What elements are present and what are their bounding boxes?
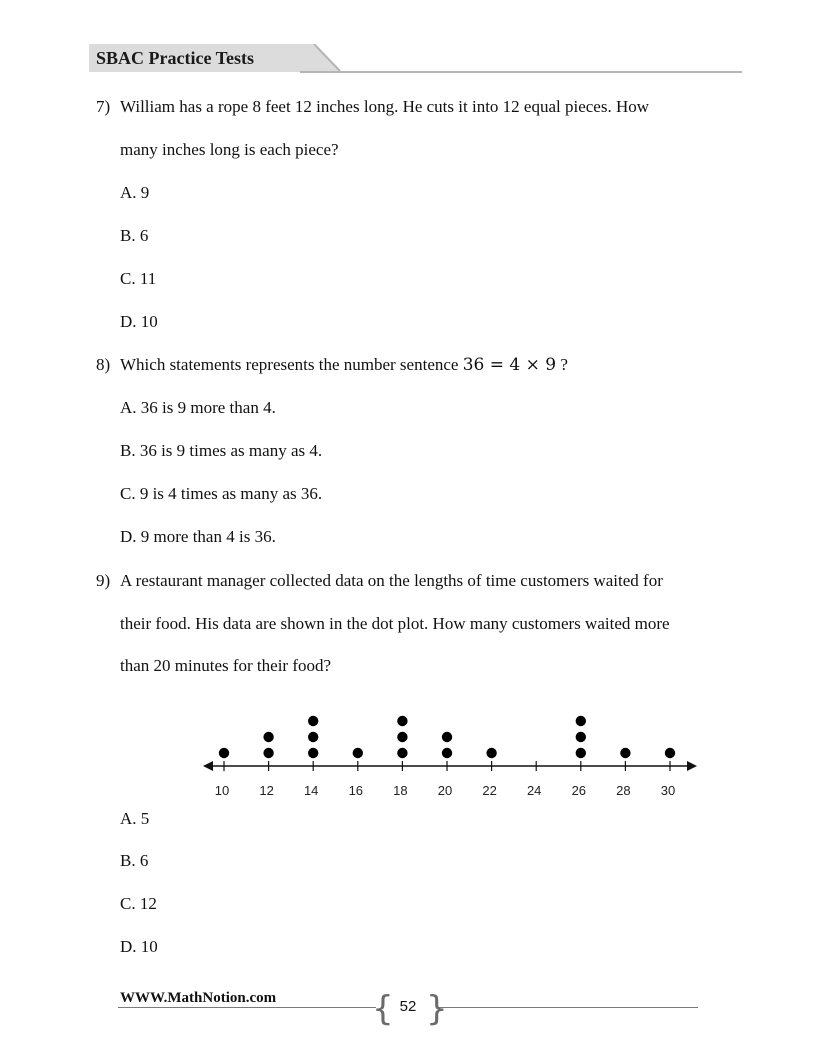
tick-label: 14 bbox=[303, 783, 319, 798]
data-dot bbox=[442, 732, 452, 742]
data-dot bbox=[576, 732, 586, 742]
question-9-number: 9) bbox=[96, 571, 111, 590]
footer-website[interactable]: WWW.MathNotion.com bbox=[120, 990, 277, 1006]
tick-label: 12 bbox=[259, 783, 274, 798]
question-7-line-1: William has a rope 8 feet 12 inches long. He cuts it into 12 equal pieces. How bbox=[120, 97, 650, 116]
number-line-left-arrow bbox=[203, 761, 213, 771]
question-7-option-b[interactable]: B. 6 bbox=[120, 226, 149, 245]
question-7-option-c[interactable]: C. 11 bbox=[120, 269, 157, 288]
footer-rule-left bbox=[118, 1007, 376, 1008]
data-dot bbox=[397, 732, 407, 742]
data-dot bbox=[353, 748, 363, 758]
page-number-left-bracket: { bbox=[372, 989, 394, 1029]
data-dot bbox=[219, 748, 229, 758]
header-rule bbox=[300, 71, 742, 73]
tick-label: 26 bbox=[571, 783, 587, 798]
header-tab-slant bbox=[300, 44, 342, 74]
tick-label: 18 bbox=[393, 783, 408, 798]
header-title: SBAC Practice Tests bbox=[96, 48, 254, 68]
question-9-option-d[interactable]: D. 10 bbox=[120, 937, 158, 956]
data-dot bbox=[308, 748, 318, 758]
data-dot bbox=[620, 748, 630, 758]
tick-label: 24 bbox=[526, 783, 542, 798]
question-9-option-c[interactable]: C. 12 bbox=[120, 894, 157, 913]
page-number-right-bracket: } bbox=[426, 989, 448, 1029]
question-7-number: 7) bbox=[96, 97, 111, 116]
tick-label: 10 bbox=[214, 783, 230, 798]
tick-label: 22 bbox=[482, 783, 497, 798]
tick-label: 16 bbox=[348, 783, 364, 798]
tick-label: 28 bbox=[616, 783, 631, 798]
data-dot bbox=[486, 748, 496, 758]
data-dot bbox=[263, 748, 273, 758]
question-9-line-3: than 20 minutes for their food? bbox=[120, 656, 332, 675]
footer-rule-right bbox=[438, 1007, 698, 1008]
question-9-line-1: A restaurant manager collected data on the lengths of time customers waited for bbox=[120, 571, 663, 590]
data-dot bbox=[397, 716, 407, 726]
question-8-text-before: Which statements represents the number sentence bbox=[120, 355, 463, 374]
data-dot bbox=[576, 716, 586, 726]
question-7-option-d[interactable]: D. 10 bbox=[120, 312, 158, 331]
page-number: 52 bbox=[399, 998, 417, 1015]
dot-plot bbox=[0, 700, 816, 810]
question-8-text-after: ? bbox=[556, 355, 568, 374]
question-9-line-2: their food. His data are shown in the dot plot. How many customers waited more bbox=[120, 614, 670, 633]
data-dot bbox=[308, 716, 318, 726]
question-8-option-c[interactable]: C. 9 is 4 times as many as 36. bbox=[120, 484, 323, 503]
data-dot bbox=[442, 748, 452, 758]
question-8-option-d[interactable]: D. 9 more than 4 is 36. bbox=[120, 527, 276, 546]
question-8-number: 8) bbox=[96, 355, 111, 374]
number-line-right-arrow bbox=[687, 761, 697, 771]
question-7-line-2: many inches long is each piece? bbox=[120, 140, 339, 159]
tick-label: 30 bbox=[660, 783, 676, 798]
tick-label: 20 bbox=[437, 783, 453, 798]
question-7-option-a[interactable]: A. 9 bbox=[120, 183, 150, 202]
question-8-option-a[interactable]: A. 36 is 9 more than 4. bbox=[120, 398, 276, 417]
question-9-option-b[interactable]: B. 6 bbox=[120, 851, 149, 870]
question-8-math: 36 = 4 × 9 bbox=[462, 355, 557, 375]
question-8-stem bbox=[120, 355, 568, 375]
data-dot bbox=[576, 748, 586, 758]
data-dot bbox=[397, 748, 407, 758]
data-dot bbox=[308, 732, 318, 742]
data-dot bbox=[665, 748, 675, 758]
question-8-option-b[interactable]: B. 36 is 9 times as many as 4. bbox=[120, 441, 323, 460]
question-9-option-a[interactable]: A. 5 bbox=[120, 809, 150, 828]
data-dot bbox=[263, 732, 273, 742]
